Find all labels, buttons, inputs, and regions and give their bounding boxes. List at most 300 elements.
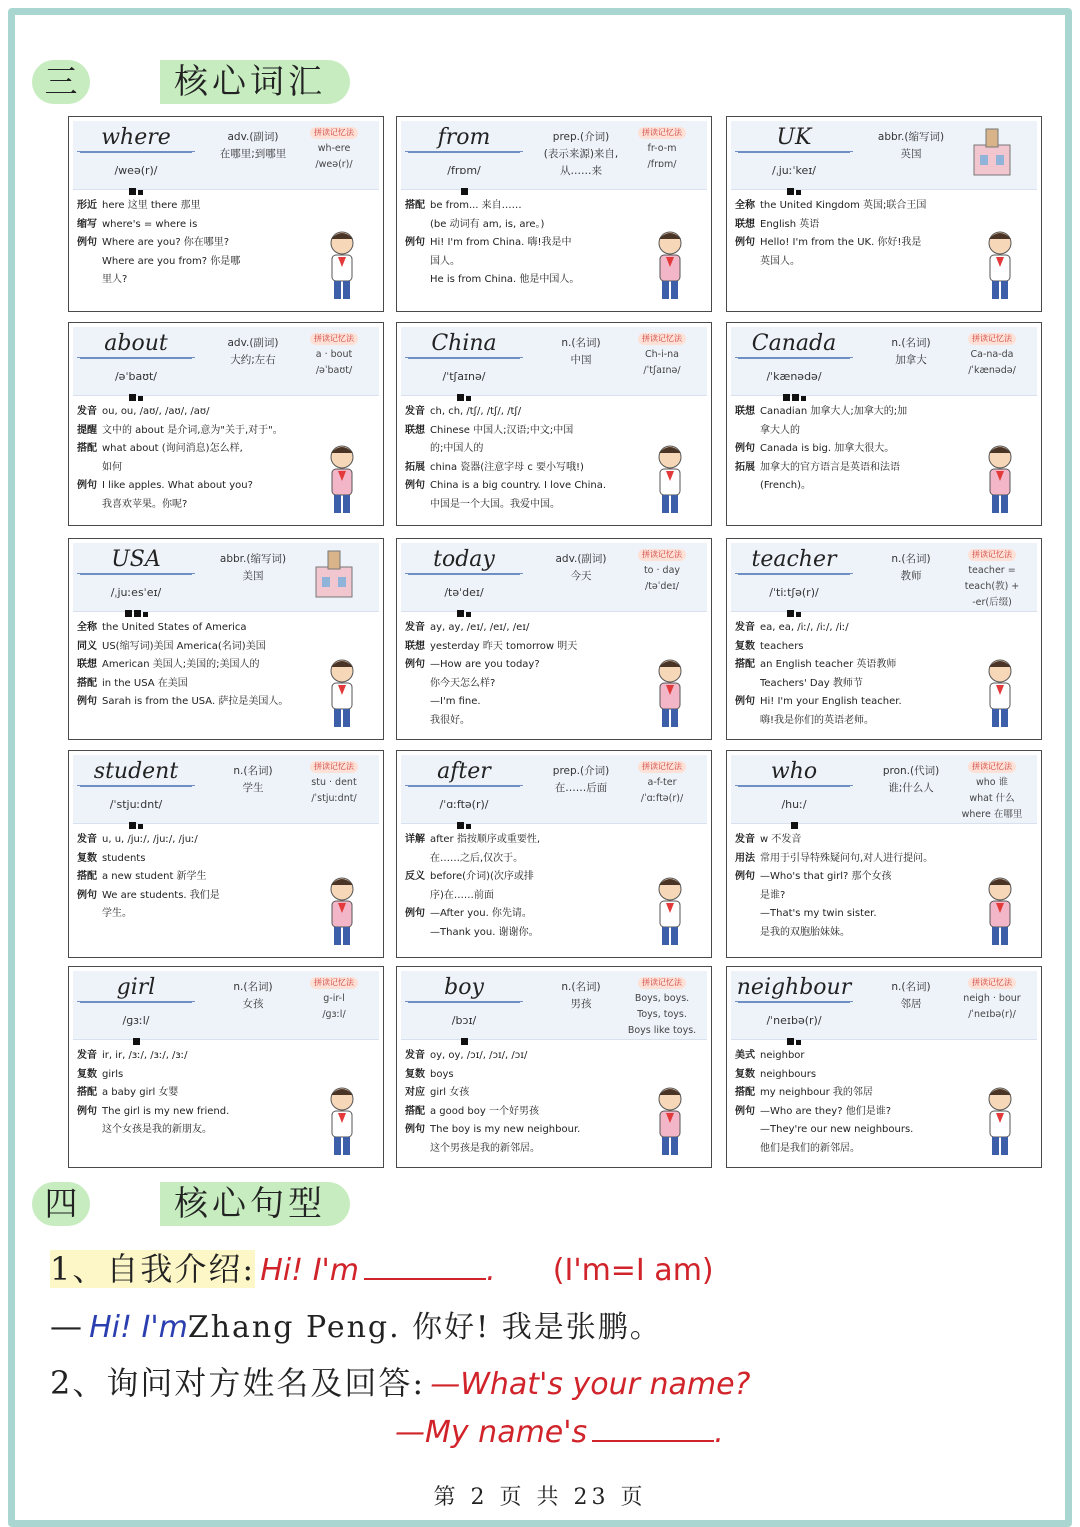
line-tag: 发音 [77,834,97,845]
line-text: Sarah is from the USA. 萨拉是美国人。 [102,696,289,707]
card-header [731,543,1037,612]
card-meaning: 邻居 [900,998,922,1010]
card-line [77,619,377,638]
card-part-of-speech: n.(名词) [891,337,931,349]
card-meaning: 今天 [570,570,592,582]
card-part-of-speech: prep.(介词) [552,131,610,143]
card-line [735,1047,1035,1066]
line-tag: 提醒 [77,424,97,436]
sentence-1-period: . [486,1253,496,1288]
memory-method-line: /təˈdeɪ/ [645,581,679,592]
line-text: Hi! I'm your English teacher. [760,696,902,707]
card-meaning: 加拿大 [895,354,927,366]
section-4-number: 四 [32,1182,90,1226]
sentence-1 [50,1244,714,1290]
line-text: 嗨!我是你们的英语老师。 [760,714,875,726]
line-text: china 瓷器(注意字母 c 要小写哦!) [430,461,584,473]
memory-method [623,975,701,1039]
card-line [405,619,705,638]
card-meaning: 女孩 [242,998,264,1010]
line-text: girl 女孩 [430,1087,470,1098]
line-text: a baby girl 女婴 [102,1087,179,1098]
line-text: 序)在……前面 [430,889,494,901]
syllable-marks [735,814,853,823]
card-word: girl [77,977,195,1002]
dash: — [50,1307,84,1345]
line-text: We are students. 我们是 [102,889,220,901]
line-text: US(缩写词)美国 America(名词)美国 [102,640,266,652]
vocab-card-from [396,116,712,312]
card-line [735,403,1035,422]
card-line [405,403,705,422]
line-tag: 同义 [77,640,97,652]
line-tag: 联想 [77,659,97,670]
memory-method [953,547,1031,611]
memory-method-line: /ɡɜːl/ [322,1009,346,1020]
line-tag: 搭配 [735,1087,755,1098]
card-header [731,971,1037,1040]
line-tag: 例句 [405,480,425,491]
line-tag: 例句 [735,871,755,882]
line-text: 里人? [102,274,128,285]
card-header [731,121,1037,190]
card-phonetic: /weə(r)/ [114,164,158,177]
memory-method-tag: 拼读记忆法 [968,549,1016,561]
card-header [731,755,1037,824]
card-line [77,831,377,850]
syllable-marks [735,602,853,611]
memory-method-tag: 拼读记忆法 [310,977,358,989]
card-illustration [635,873,705,951]
memory-method-line: a-f-ter [647,777,677,788]
card-part-of-speech: n.(名词) [891,553,931,565]
memory-method-line: Toys, toys. [637,1009,687,1020]
line-text: Canadian 加拿大人;加拿大的;加 [760,406,908,417]
memory-method-line: Ch-i-na [645,349,679,360]
sentence-1-example-rest: Zhang Peng. 你好! 我是张鹏。 [187,1310,662,1345]
card-illustration [307,1083,377,1161]
memory-method-line: /weə(r)/ [315,159,353,170]
vocab-card-girl [68,966,384,1168]
line-text: 中国是一个大国。我爱中国。 [430,498,560,510]
line-tag: 例句 [77,1105,97,1117]
card-header [401,121,707,190]
memory-method-line: /frɒm/ [647,159,677,170]
line-text: the United States of America [102,622,247,633]
card-header [401,971,707,1040]
card-part-of-speech: n.(名词) [561,981,601,993]
card-header [73,121,379,190]
memory-method-tag: 拼读记忆法 [310,127,358,139]
line-tag: 例句 [405,237,425,248]
card-header [73,755,379,824]
card-phonetic: /ˈtiːtʃə(r)/ [769,586,819,599]
memory-method [295,975,373,1023]
line-tag: 搭配 [77,1087,97,1098]
line-text: 在……之后,仅次于。 [430,852,524,864]
line-tag: 例句 [735,237,755,248]
memory-method-tag: 拼读记忆法 [968,333,1016,345]
card-part-of-speech: n.(名词) [233,981,273,993]
card-part-of-speech: adv.(副词) [227,337,279,349]
line-text: English 英语 [760,218,820,230]
syllable-marks [405,602,523,611]
line-text: Canada is big. 加拿大很大。 [760,443,895,454]
line-text: —That's my twin sister. [760,908,877,919]
card-phonetic: /əˈbaʊt/ [114,370,158,383]
line-text: 这个女孩是我的新朋友。 [102,1124,212,1135]
card-line [735,1066,1035,1085]
sentence-2-period: . [714,1415,724,1450]
sentence-1-note: (I'm=I am) [552,1253,714,1288]
card-meaning: 在……后面 [554,782,608,794]
vocab-card-neighbour [726,966,1042,1168]
line-text: 加拿大的官方语言是英语和法语 [760,461,900,473]
memory-method-line: /ˈkænədə/ [968,365,1016,376]
memory-method-line: Boys, boys. [634,993,690,1004]
syllable-marks [735,386,853,395]
syllable-marks [735,180,853,189]
card-line [77,638,377,657]
card-phonetic: /ˈtʃaɪnə/ [442,370,486,383]
line-tag: 发音 [735,834,755,845]
line-text: 他们是我们的新邻居。 [760,1142,860,1154]
line-tag: 例句 [405,1124,425,1135]
syllable-marks [735,1030,853,1039]
line-tag: 用法 [735,852,755,864]
line-text: (be 动词有 am, is, are。) [430,218,545,230]
line-text: teachers [760,640,804,652]
line-text: 拿大人的 [760,424,800,436]
card-line [405,422,705,441]
card-part-of-speech: n.(名词) [891,981,931,993]
card-word: teacher [735,549,853,574]
card-line [77,1047,377,1066]
card-illustration-small [953,125,1031,185]
line-text: ou, ou, /aʊ/, /aʊ/, /aʊ/ [102,406,210,417]
card-header [73,543,379,612]
line-tag: 搭配 [77,871,97,882]
line-tag: 联想 [735,218,755,230]
memory-method [623,125,701,173]
memory-method-line: neigh · bour [963,993,1021,1004]
card-meaning: 教师 [900,570,922,582]
card-phonetic: /huː/ [781,798,807,811]
memory-method [953,759,1031,823]
card-word: Canada [735,333,853,358]
line-text: 如何 [102,461,122,473]
card-illustration [965,655,1035,733]
line-tag: 发音 [77,1050,97,1061]
line-text: 你今天怎么样? [430,677,496,689]
line-text: 我很好。 [430,714,470,726]
card-line [77,422,377,441]
memory-method-line: teach(教) + [964,581,1020,592]
memory-method-line: /ˈneɪbə(r)/ [968,1009,1016,1020]
line-text: after 指按顺序或重要性, [430,834,541,845]
syllable-marks [77,814,195,823]
card-header [731,327,1037,396]
vocab-card-uk [726,116,1042,312]
sentence-1-example [50,1302,662,1346]
line-text: 常用于引导特殊疑问句,对人进行提问。 [760,852,934,864]
card-illustration [635,441,705,519]
line-text: before(介词)(次序或排 [430,871,534,882]
card-word: boy [405,977,523,1002]
card-word: after [405,761,523,786]
card-phonetic: /ˈstjuːdnt/ [109,798,163,811]
memory-method-line: /ˈtʃaɪnə/ [643,365,681,376]
line-tag: 复数 [77,1068,97,1080]
line-text: 学生。 [102,908,132,919]
vocab-card-about [68,322,384,526]
memory-method-tag: 拼读记忆法 [968,977,1016,989]
memory-method-line: /əˈbaʊt/ [315,365,353,376]
line-tag: 例句 [77,889,97,901]
memory-method-line: wh-ere [317,143,351,154]
memory-method-tag: 拼读记忆法 [310,333,358,345]
memory-method [623,547,701,595]
section-3-title: 核心词汇 [160,60,350,104]
card-illustration [307,873,377,951]
memory-method-line: who 谁 [975,777,1009,788]
card-word: UK [735,127,853,152]
line-text: yesterday 昨天 tomorrow 明天 [430,640,578,652]
sentence-2-answer-text: —My name's [395,1415,588,1450]
line-text: 是谁? [760,889,786,901]
sentence-1-label: 1、自我介绍: [50,1250,256,1288]
line-text: a good boy 一个好男孩 [430,1105,539,1117]
memory-method-line: -er(后缀) [972,597,1012,608]
line-text: neighbor [760,1050,805,1061]
card-illustration [965,1083,1035,1161]
card-line [405,197,705,216]
line-text: I like apples. What about you? [102,480,253,491]
page-footer: 第 2 页 共 23 页 [433,1485,647,1510]
line-text: my neighbour 我的邻居 [760,1087,873,1098]
memory-method [295,331,373,379]
memory-method-line: to · day [643,565,681,576]
line-text: in the USA 在美国 [102,677,188,689]
card-header [73,971,379,1040]
card-part-of-speech: adv.(副词) [227,131,279,143]
card-phonetic: /ɡɜːl/ [122,1014,150,1027]
card-part-of-speech: n.(名词) [561,337,601,349]
card-line [735,831,1035,850]
line-text: —How are you today? [430,659,540,670]
line-text: ea, ea, /iː/, /iː/, /iː/ [760,622,849,633]
line-tag: 全称 [735,200,755,211]
line-tag: 例句 [77,480,97,491]
card-part-of-speech: adv.(副词) [555,553,607,565]
line-text: here 这里 there 那里 [102,200,201,211]
line-text: Where are you? 你在哪里? [102,237,230,248]
line-text: He is from China. 他是中国人。 [430,274,580,285]
card-line [77,197,377,216]
line-text: oy, oy, /ɔɪ/, /ɔɪ/, /ɔɪ/ [430,1050,528,1061]
card-line [735,638,1035,657]
line-text: 是我的双胞胎妹妹。 [760,926,850,938]
section-4-title: 核心句型 [160,1182,350,1226]
line-text: Hello! I'm from the UK. 你好!我是 [760,237,922,248]
line-text: 这个男孩是我的新邻居。 [430,1142,540,1154]
vocab-card-usa [68,538,384,740]
line-text: where's = where is [102,218,198,230]
line-tag: 对应 [405,1087,425,1098]
section-3-number: 三 [32,60,90,104]
card-header [73,327,379,396]
sentence-2 [50,1358,750,1404]
memory-method-line: Ca-na-da [970,349,1014,360]
memory-method [295,759,373,807]
card-word: where [77,127,195,152]
vocab-card-today [396,538,712,740]
card-meaning: 中国 [570,354,592,366]
card-meaning: 美国 [242,570,264,582]
card-line [405,1047,705,1066]
card-word: neighbour [736,975,852,1000]
card-line [735,850,1035,869]
line-text: be from... 来自…… [430,200,522,211]
syllable-marks [77,602,195,611]
card-meaning: 在哪里;到哪里 [219,148,287,160]
line-text: —I'm fine. [430,696,481,707]
line-tag: 形近 [77,200,97,211]
memory-method [623,331,701,379]
card-line [405,831,705,850]
memory-method-line: what 什么 [969,793,1015,804]
line-text: China is a big country. I love China. [430,480,607,491]
card-line [405,638,705,657]
line-text: —Who are they? 他们是谁? [760,1105,891,1117]
syllable-marks [77,180,195,189]
line-tag: 搭配 [77,677,97,689]
line-tag: 全称 [77,622,97,633]
line-tag: 联想 [735,406,755,417]
memory-method-tag: 拼读记忆法 [638,333,686,345]
line-tag: 复数 [77,852,97,864]
line-tag: 美式 [735,1050,755,1061]
card-phonetic: /ˈneɪbə(r)/ [766,1014,822,1027]
card-illustration [965,441,1035,519]
line-text: neighbours [760,1068,817,1080]
card-line [77,1066,377,1085]
vocab-card-china [396,322,712,526]
card-part-of-speech: prep.(介词) [552,765,610,777]
sentence-2-label: 2、询问对方姓名及回答: [50,1364,426,1402]
sentence-1-example-english: Hi! I'm [89,1310,188,1345]
line-tag: 缩写 [77,218,97,230]
card-word: from [405,127,523,152]
line-tag: 例句 [735,443,755,454]
vocab-card-boy [396,966,712,1168]
card-line [405,1066,705,1085]
line-text: —Thank you. 谢谢你。 [430,926,539,938]
vocab-card-teacher [726,538,1042,740]
line-tag: 发音 [77,406,97,417]
syllable-marks [405,814,523,823]
card-illustration [965,873,1035,951]
card-phonetic: /ˌjuːesˈeɪ/ [110,586,162,599]
line-tag: 搭配 [405,200,425,211]
line-tag: 例句 [77,696,97,707]
card-part-of-speech: abbr.(缩写词) [219,553,287,565]
line-text: Where are you from? 你是哪 [102,255,241,267]
line-tag: 例句 [77,237,97,248]
line-text: 的;中国人的 [430,443,484,454]
line-text: ch, ch, /tʃ/, /tʃ/, /tʃ/ [430,406,522,417]
memory-method [953,331,1031,379]
memory-method-line: /ˈɑːftə(r)/ [640,793,684,804]
line-text: what about (询问消息)怎么样, [102,443,243,454]
line-text: 英国人。 [760,255,800,267]
memory-method-tag: 拼读记忆法 [638,977,686,989]
card-meaning: 男孩 [570,998,592,1010]
card-meaning: 英国 [900,148,922,160]
vocab-card-student [68,750,384,958]
memory-method-tag: 拼读记忆法 [638,761,686,773]
line-tag: 拓展 [735,461,755,473]
line-tag: 详解 [405,834,425,845]
card-word: about [77,333,195,358]
line-text: —They're our new neighbours. [760,1124,914,1135]
syllable-marks [405,386,523,395]
line-text: —After you. 你先请。 [430,908,532,919]
card-illustration-small [295,547,373,607]
line-text: boys [430,1068,454,1080]
vocab-card-where [68,116,384,312]
memory-method-tag: 拼读记忆法 [968,761,1016,773]
line-tag: 搭配 [405,1105,425,1117]
syllable-marks [405,1030,523,1039]
line-tag: 反义 [405,871,425,882]
card-phonetic: /ˈkænədə/ [766,370,822,383]
line-text: The girl is my new friend. [102,1105,230,1117]
line-text: —Who's that girl? 那个女孩 [760,871,892,882]
line-text: ir, ir, /ɜː/, /ɜː/, /ɜː/ [102,1050,188,1061]
line-tag: 复数 [405,1068,425,1080]
memory-method-tag: 拼读记忆法 [310,761,358,773]
line-tag: 例句 [735,696,755,707]
syllable-marks [77,386,195,395]
line-text: Teachers' Day 教师节 [760,677,863,689]
card-line [405,850,705,869]
vocab-card-after [396,750,712,958]
card-line [735,619,1035,638]
memory-method-tag: 拼读记忆法 [638,127,686,139]
line-tag: 例句 [405,908,425,919]
line-tag: 搭配 [77,443,97,454]
syllable-marks [77,1030,195,1039]
memory-method-line: stu · dent [311,777,357,788]
card-word: today [405,549,523,574]
line-tag: 拓展 [405,461,425,473]
line-tag: 发音 [405,406,425,417]
card-meaning: 学生 [242,782,264,794]
line-tag: 发音 [405,1050,425,1061]
memory-method-line: /ˈstjuːdnt/ [311,793,357,804]
card-phonetic: /təˈdeɪ/ [444,586,484,599]
card-illustration [965,227,1035,305]
card-header [401,543,707,612]
line-tag: 联想 [405,424,425,436]
card-line [77,403,377,422]
line-text: 国人。 [430,255,460,267]
line-tag: 例句 [405,659,425,670]
sentence-1-english: Hi! I'm [260,1253,360,1288]
line-text: Hi! I'm from China. 嗨!我是中 [430,237,572,248]
card-part-of-speech: abbr.(缩写词) [877,131,945,143]
